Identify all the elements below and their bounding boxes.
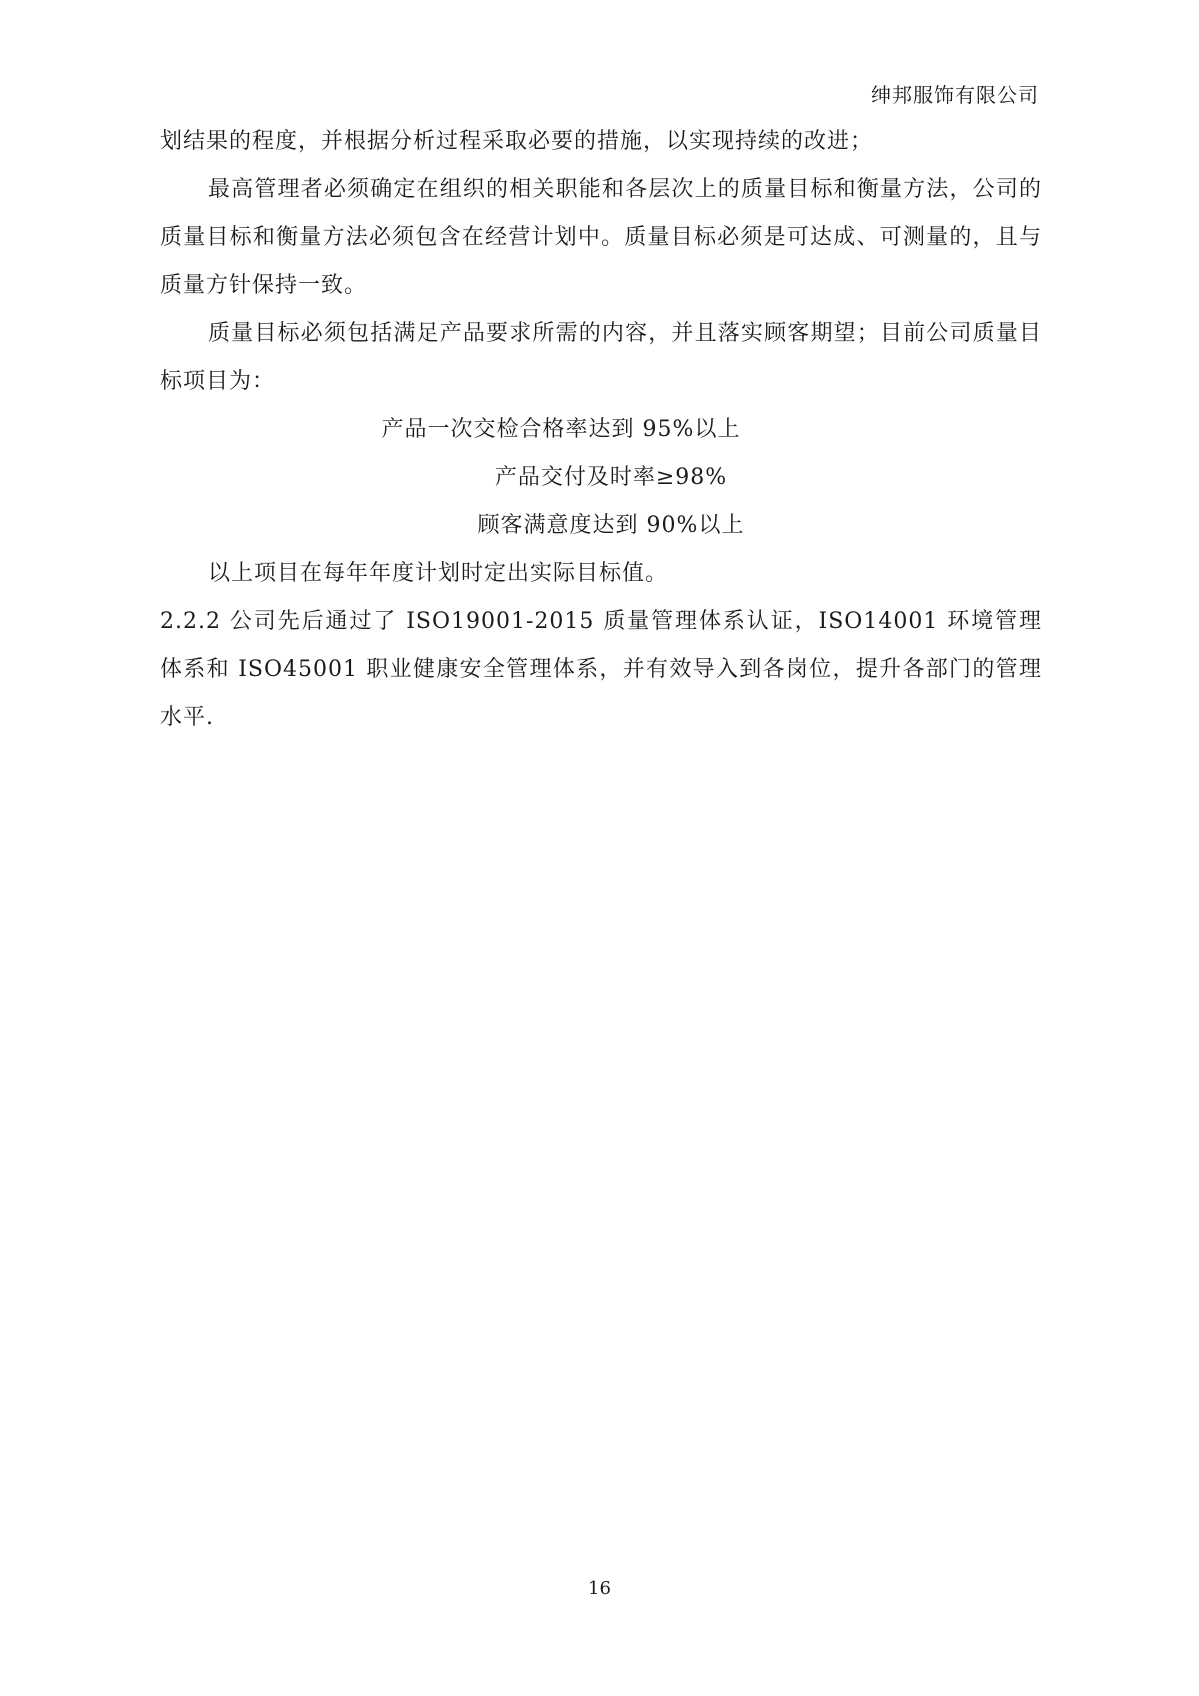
page-header-company: 绅邦服饰有限公司 <box>871 83 1039 107</box>
quality-goals-list <box>160 406 1042 550</box>
quality-goal-item: 产品一次交检合格率达到 95%以上 <box>381 417 741 442</box>
page-number: 16 <box>588 1578 611 1599</box>
paragraph-quality-objectives: 最高管理者必须确定在组织的相关职能和各层次上的质量目标和衡量方法，公司的质量目标和衡量方法必须包含在经营计划中。质量目标必须是可达成、可测量的，且与质量方针保持一致。 <box>160 177 1042 298</box>
quality-goal-item: 产品交付及时率≥98% <box>494 465 728 490</box>
document-body <box>160 118 1042 742</box>
paragraph-certifications: 2.2.2 公司先后通过了 ISO19001-2015 质量管理体系认证，ISO14001 环境管理体系和 ISO45001 职业健康安全管理体系，并有效导入到各岗位，提升各部门的管理水平. <box>160 609 1042 730</box>
quality-goal-item: 顾客满意度达到 90%以上 <box>477 513 745 538</box>
paragraph-quality-items-intro: 质量目标必须包括满足产品要求所需的内容，并且落实顾客期望；目前公司质量目标项目为： <box>160 321 1042 394</box>
paragraph-continuation: 划结果的程度，并根据分析过程采取必要的措施，以实现持续的改进； <box>160 129 874 154</box>
paragraph-annual-targets: 以上项目在每年年度计划时定出实际目标值。 <box>208 561 669 586</box>
